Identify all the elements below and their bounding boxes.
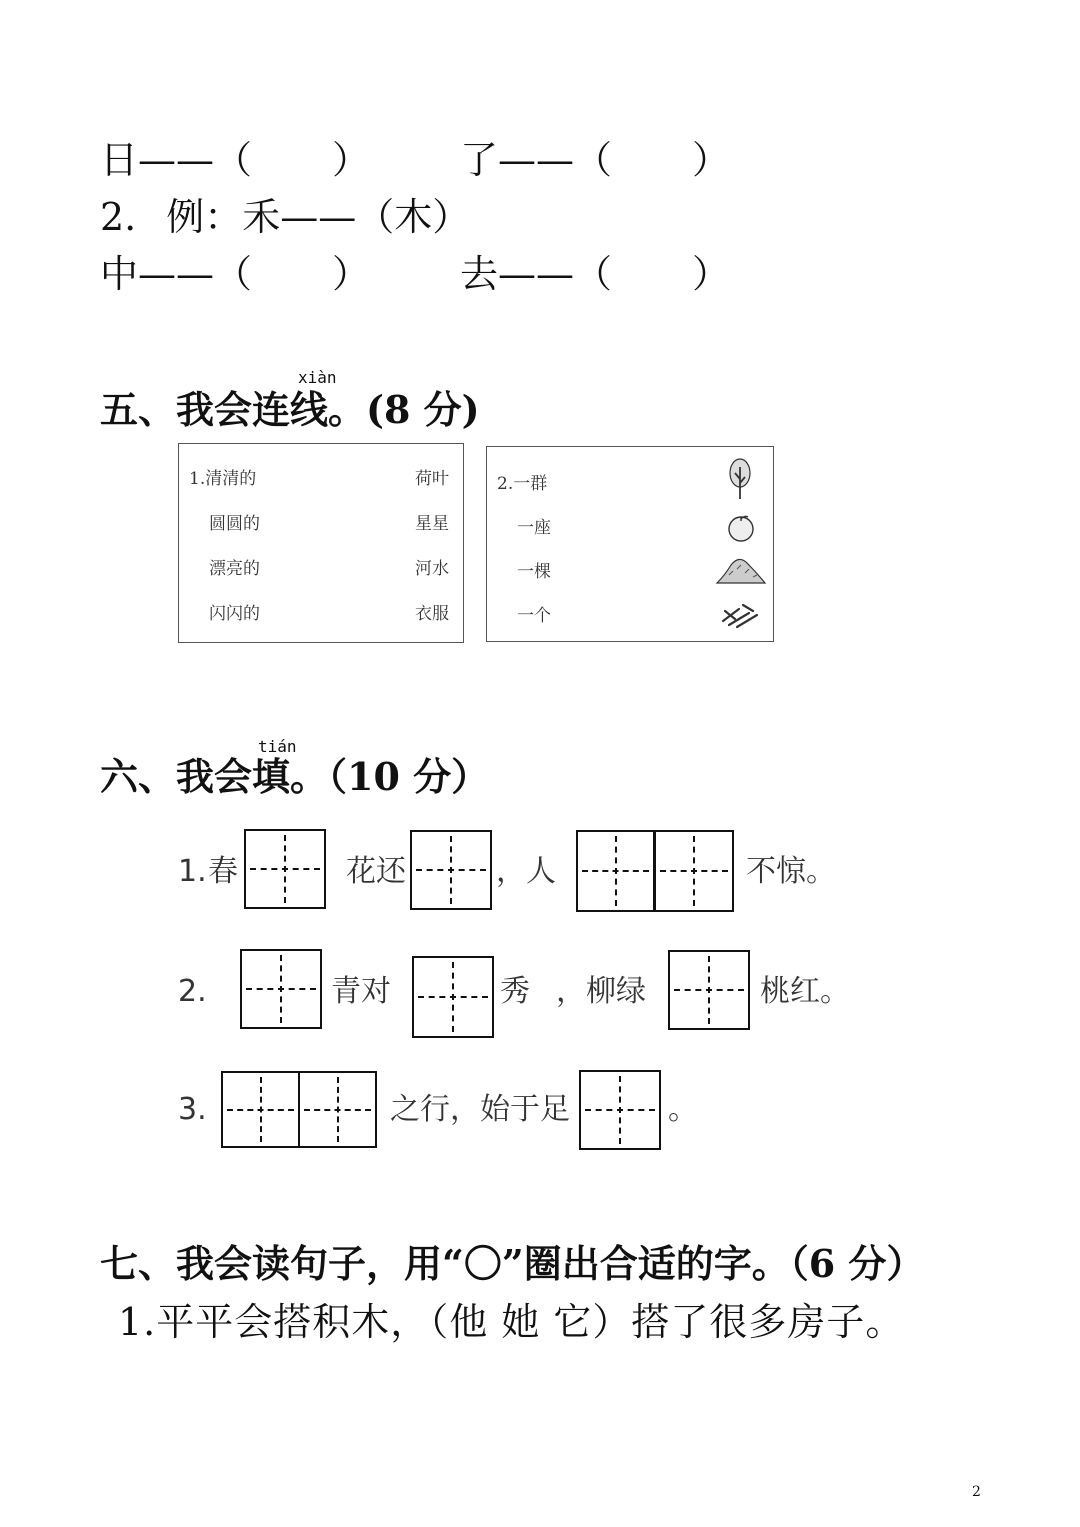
pinyin-tian: tián xyxy=(258,737,297,756)
writing-box-q1-3[interactable] xyxy=(576,830,655,912)
row2-example: 2. 例：禾——（木） xyxy=(100,195,471,239)
q3-number: 3. xyxy=(178,1092,207,1127)
writing-box-q3-1[interactable] xyxy=(221,1071,300,1148)
hill-icon[interactable] xyxy=(715,553,767,587)
q2-text-2: 秀 xyxy=(500,974,530,1009)
writing-box-q2-1[interactable] xyxy=(240,949,322,1029)
q1-text-4: 不惊。 xyxy=(746,854,836,889)
q3-text-1: 之行，始于足 xyxy=(390,1092,570,1127)
match-right-3[interactable]: 河水 xyxy=(415,559,449,579)
measure-word-2[interactable]: 一座 xyxy=(517,518,551,538)
match-box-1 xyxy=(178,443,464,643)
q1-text-3: ，人 xyxy=(496,854,556,889)
q1-text-1: 春 xyxy=(208,854,238,889)
match-right-1[interactable]: 荷叶 xyxy=(415,469,449,489)
q1-text-2: 花还 xyxy=(346,854,406,889)
q3-text-2: 。 xyxy=(668,1092,698,1127)
measure-word-1[interactable]: 2.一群 xyxy=(497,474,548,494)
section-7-title: 七、我会读句子，用“〇”圈出合适的字。（6 分） xyxy=(100,1241,925,1286)
q1-number: 1. xyxy=(178,854,207,889)
row1-b: 了——（ ） xyxy=(460,138,731,182)
row1-a: 日——（ ） xyxy=(100,138,371,182)
writing-box-q1-1[interactable] xyxy=(244,829,326,909)
match-box-2 xyxy=(486,446,774,642)
writing-box-q2-2[interactable] xyxy=(412,956,494,1038)
measure-word-3[interactable]: 一棵 xyxy=(517,562,551,582)
match-left-4[interactable]: 闪闪的 xyxy=(209,604,260,624)
tree-icon[interactable] xyxy=(727,457,753,501)
match-right-2[interactable]: 星星 xyxy=(415,514,449,534)
q2-text-3: ，柳绿 xyxy=(556,974,646,1009)
section-7-q1[interactable]: 1.平平会搭积木，（他 她 它）搭了很多房子。 xyxy=(118,1300,905,1344)
row3-b: 去——（ ） xyxy=(460,252,731,296)
writing-box-q1-2[interactable] xyxy=(410,830,492,910)
measure-word-4[interactable]: 一个 xyxy=(517,606,551,626)
section-6-title: 六、我会填。（10 分） xyxy=(100,754,490,799)
page-number: 2 xyxy=(972,1484,981,1500)
pinyin-xian: xiàn xyxy=(298,368,337,387)
apple-icon[interactable] xyxy=(725,511,757,543)
writing-box-q2-3[interactable] xyxy=(668,950,750,1030)
match-left-3[interactable]: 漂亮的 xyxy=(209,559,260,579)
writing-box-q3-2[interactable] xyxy=(298,1071,377,1148)
q2-text-1: 青对 xyxy=(331,974,391,1009)
match-left-1[interactable]: 1.清清的 xyxy=(189,469,257,489)
q2-text-4: 桃红。 xyxy=(760,974,850,1009)
q2-number: 2. xyxy=(178,974,207,1009)
row3-a: 中——（ ） xyxy=(100,252,371,296)
section-5-title: 五、我会连线。(8 分) xyxy=(100,387,480,432)
sticks-icon[interactable] xyxy=(719,599,761,629)
writing-box-q1-4[interactable] xyxy=(654,830,734,912)
writing-box-q3-3[interactable] xyxy=(579,1070,661,1150)
match-right-4[interactable]: 衣服 xyxy=(415,604,449,624)
match-left-2[interactable]: 圆圆的 xyxy=(209,514,260,534)
